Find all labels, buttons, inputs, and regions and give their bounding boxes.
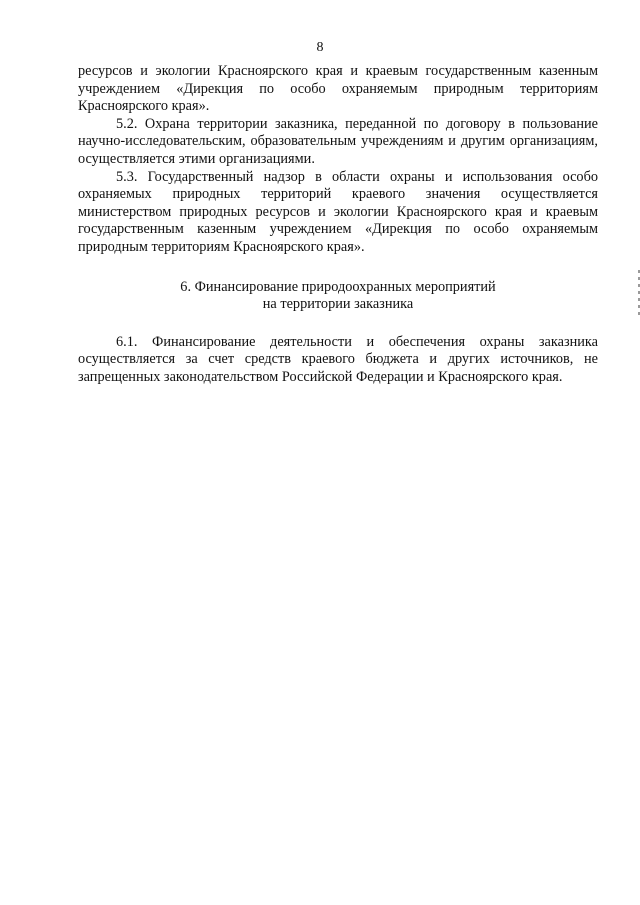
document-body	[78, 63, 598, 387]
section-6-heading	[78, 279, 598, 314]
section-6-heading-line-1: 6. Финансирование природоохранных мероприятий	[180, 278, 496, 295]
page-number: 8	[316, 40, 324, 55]
paragraph-5-3: 5.3. Государственный надзор в области охраны и использования особо охраняемых природных территорий краевого значения осуществляется министерством природных ресурсов и экологии Красноярского края и краевым государственным казенным учреждением «Дирекция по особо охраняемым природным территориям Красноярского края».	[78, 168, 598, 255]
section-6-heading-line-2: на территории заказника	[262, 296, 414, 313]
paragraph-6-1: 6.1. Финансирование деятельности и обеспечения охраны заказника осуществляется за счет средств краевого бюджета и других источников, не запрещенных законодательством Российской Федерации и Красноярского края.	[78, 333, 598, 385]
paragraph-5-2: 5.2. Охрана территории заказника, переданной по договору в пользование научно-исследовательским, образовательным учреждениям и другим организациям, осуществляется этими организациями.	[78, 115, 598, 167]
paragraph-continuation: ресурсов и экологии Красноярского края и краевым государственным казенным учреждением «Дирекция по особо охраняемым природным территориям Красноярского края».	[78, 63, 598, 115]
